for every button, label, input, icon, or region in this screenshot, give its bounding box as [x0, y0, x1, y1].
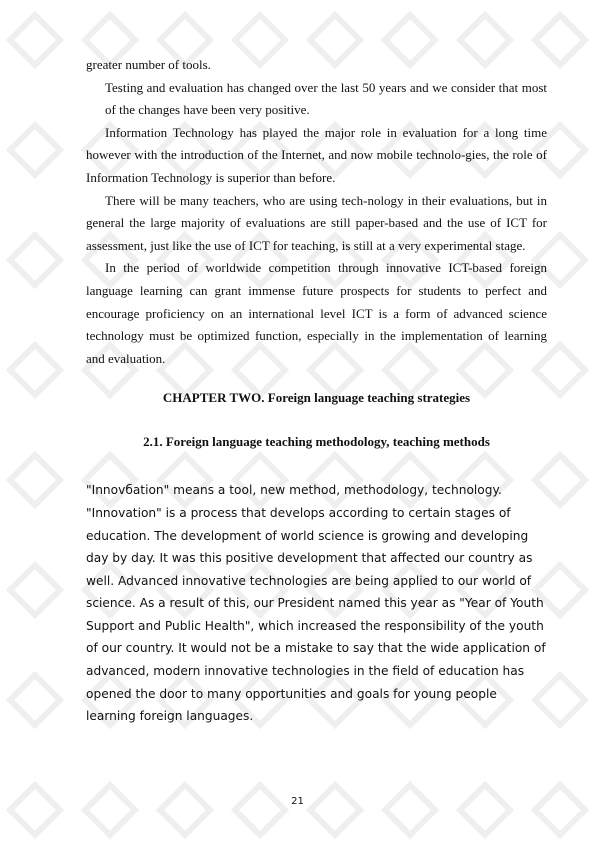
chapter-heading: CHAPTER TWO. Foreign language teaching strategies: [162, 390, 471, 406]
page-number: 21: [291, 796, 304, 807]
document-page: [86, 54, 547, 728]
paragraph-testing-evaluation: Testing and evaluation has changed over the last 50 years and we consider that most of the changes have been very positive.: [105, 79, 547, 118]
paragraph-information-technology: Information Technology has played the major role in evaluation for a long time however with the introduction of the Internet, and now mobile technolo-gies, the role of Information Technology is superior than before.: [86, 124, 547, 185]
paragraph-continuation: greater number of tools.: [86, 57, 211, 72]
paragraph-teachers-technology: There will be many teachers, who are using tech-nology in their evaluations, but in general the large majority of evaluations are still paper-based and the use of ICT for assessment, just like the use of ICT for teaching, is still at a very experimental stage.: [86, 192, 547, 253]
paragraph-worldwide-competition: In the period of worldwide competition through innovative ICT-based foreign language learning can grant immense future prospects for students to perfect and encourage proficiency on an international level ICT is a form of advanced science technology must be optimized function, especially in the implementation of learning and evaluation.: [86, 260, 547, 366]
paragraph-innovation: "Innovбation" means a tool, new method, methodology, technology. "Innovation" is a process that develops according to certain stages of education. The development of world science is growing and developing day by day. It was this positive development that affected our country as well. Advanced innovative technologies are being applied to our world of science. As a result of this, our President named this year as "Year of Youth Support and Public Health", which increased the responsibility of the youth of our country. It would not be a mistake to say that the wide application of advanced, modern innovative technologies in the field of education has opened the door to many opportunities and goals for young people learning foreign languages.: [86, 483, 546, 724]
section-heading: 2.1. Foreign language teaching methodology, teaching methods: [143, 434, 490, 450]
